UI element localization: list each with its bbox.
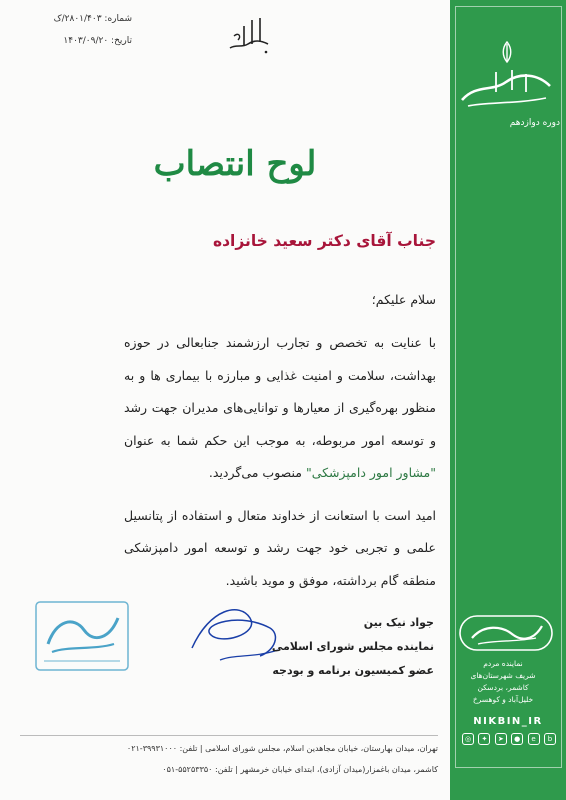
office-stamp — [34, 600, 130, 672]
signer-role-1: نماینده مجلس شورای اسلامی — [271, 640, 434, 653]
document-title-text: لوح انتصاب — [153, 144, 317, 184]
social-handle: NIKBIN_IR — [473, 716, 543, 727]
rep-desc-line-1: نماینده مردم — [483, 659, 523, 668]
letter-date — [22, 30, 132, 52]
greeting: سلام علیکم؛ — [371, 292, 436, 307]
side-band-border — [455, 6, 562, 768]
letter-number — [22, 8, 132, 30]
eitaa-icon: e — [528, 733, 540, 745]
addressee: جناب آقای دکتر سعید خانزاده — [212, 232, 436, 250]
letter-footer — [20, 735, 438, 780]
paragraph-1-text: با عنایت به تخصص و تجارب ارزشمند جنابعالی در حوزه بهداشت، سلامت و امنیت غذایی و مبارزه با بیماری ها و به منظور بهره‌گیری از معیارها و توانایی‌های مدیران جهت رشد و توسعه امور مربوطه، به موجب این حکم شما به عنوان — [124, 335, 436, 448]
date-label: تاریخ: — [111, 36, 132, 46]
document-title — [120, 135, 350, 187]
rep-desc-line-2: شریف شهرستان‌های — [470, 671, 536, 680]
parliament-term: دوره دوازدهم — [509, 118, 560, 128]
footer-address-tehran: تهران، میدان بهارستان، خیابان مجاهدین اسلام، مجلس شورای اسلامی | تلفن: ۳۹۹۳۱۰۰۰-۰۲۱ — [126, 744, 438, 753]
footer-address-kashmar: کاشمر، میدان باغمزار(میدان آزادی)، ابتدای خیابان خرمشهر | تلفن: ۵۵۲۵۳۳۵۰-۰۵۱ — [162, 765, 438, 774]
number-value: ۲۸۰۱/۴۰۳/ک — [53, 14, 102, 24]
twitter-icon: ✦ — [478, 733, 490, 745]
date-value: ۱۴۰۳/۰۹/۲۰ — [63, 36, 109, 46]
rep-desc-line-4: خلیل‌آباد و کوهسرخ — [472, 695, 534, 704]
paragraph-2: امید است با استعانت از خداوند متعال و استفاده از پتانسیل علمی و تجربی خود جهت رشد و توسعه امور دامپزشکی منطقه گام برداشته، موفق و موید باشید. — [124, 507, 436, 588]
bismillah-calligraphy — [222, 14, 278, 58]
signer-name: جواد نیک بین — [363, 616, 434, 629]
letter-body — [124, 327, 436, 597]
letter-meta — [22, 8, 132, 52]
rep-desc-line-3: کاشمر، بردسکن — [477, 683, 529, 692]
telegram-icon: ➤ — [495, 733, 507, 745]
bale-icon: b — [544, 733, 556, 745]
position-title: "مشاور امور دامپزشکی" — [305, 465, 436, 480]
signer-role-2: عضو کمیسیون برنامه و بودجه — [272, 664, 434, 677]
paragraph-1-end: منصوب می‌گردید. — [208, 465, 302, 480]
aparat-icon: ● — [511, 733, 523, 745]
instagram-icon: ◎ — [462, 733, 474, 745]
signature-block — [234, 611, 434, 683]
paragraph-1 — [124, 327, 436, 490]
number-label: شماره: — [104, 14, 132, 24]
